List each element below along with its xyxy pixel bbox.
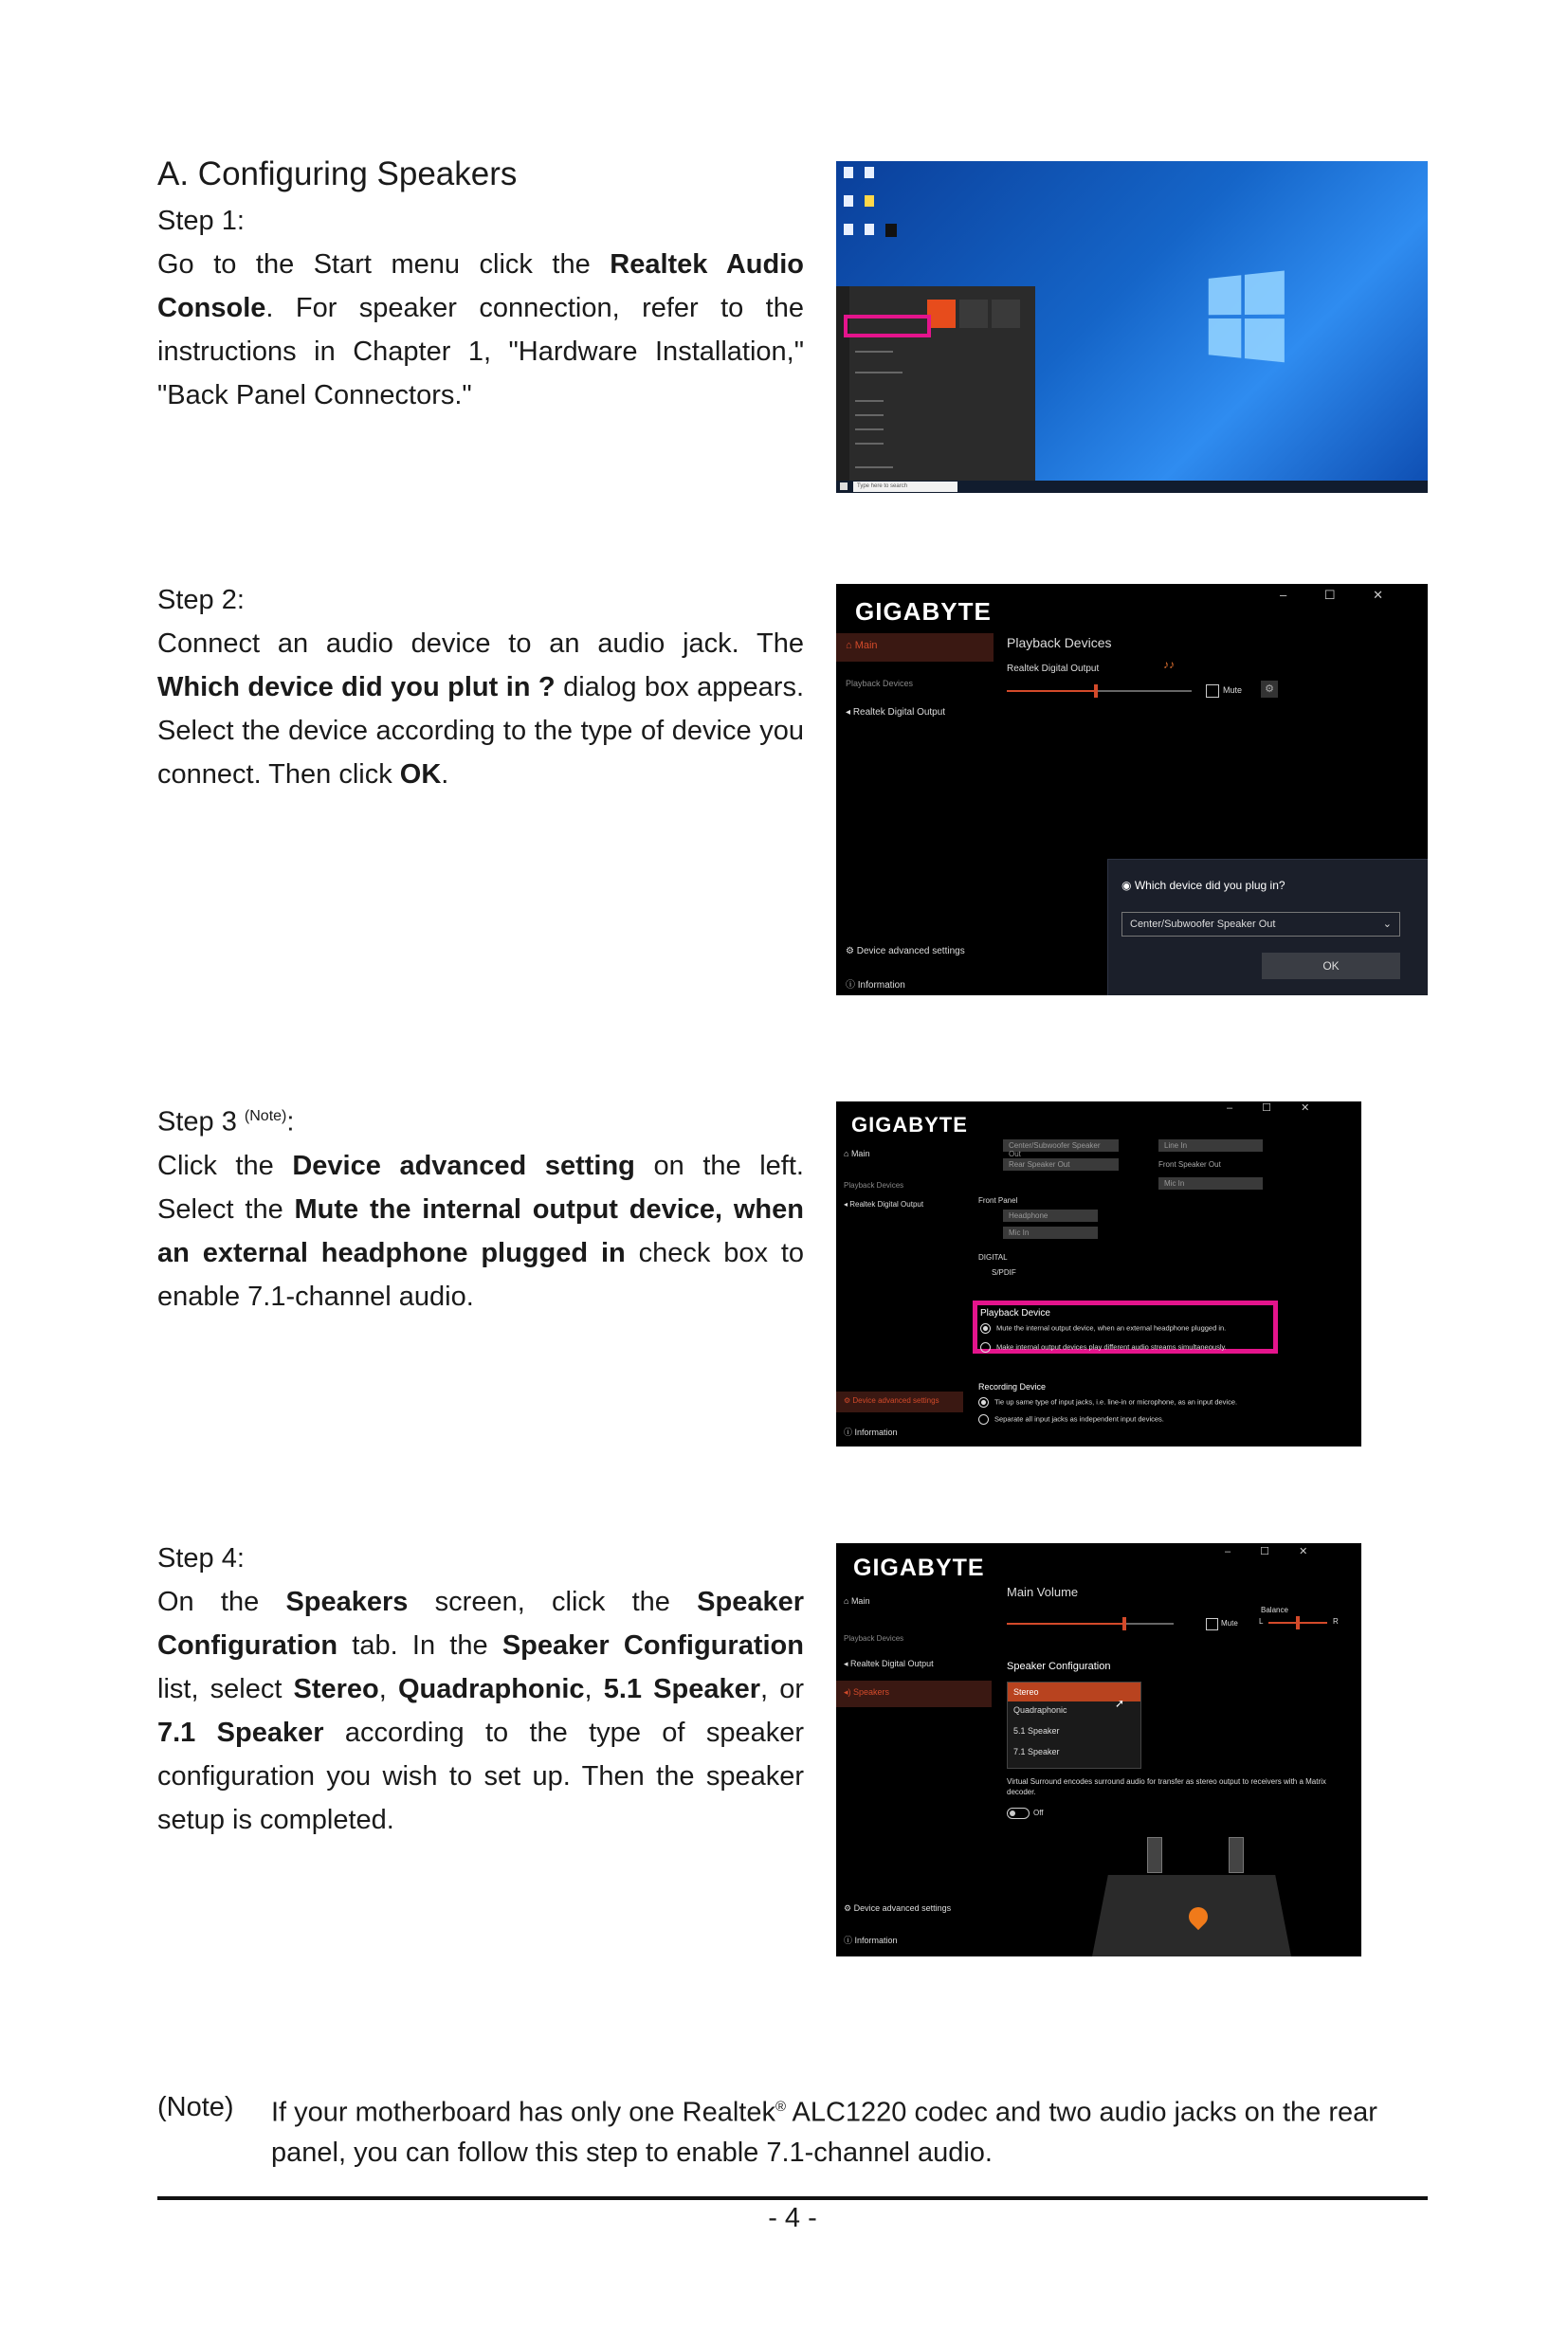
realtek-highlight-box: [844, 315, 931, 337]
speaker-config-list: [1007, 1682, 1141, 1769]
step4-p6: ,: [584, 1674, 604, 1704]
mute-checkbox[interactable]: [1206, 684, 1219, 698]
option-51-speaker[interactable]: 5.1 Speaker: [1013, 1726, 1060, 1736]
step3-b1: Device advanced setting: [292, 1150, 635, 1181]
device-select-value: Center/Subwoofer Speaker Out: [1130, 919, 1276, 930]
option-quadraphonic[interactable]: Quadraphonic: [1013, 1705, 1067, 1715]
gigabyte-logo: GIGABYTE: [853, 1555, 985, 1581]
footer-rule: [157, 2196, 1428, 2200]
step4-b1: Speakers: [285, 1587, 409, 1617]
gigabyte-logo: GIGABYTE: [855, 597, 992, 626]
nav-device-advanced[interactable]: ⚙ Device advanced settings: [844, 1396, 939, 1405]
cursor-icon: ➚: [1115, 1697, 1125, 1710]
toggle-off-label: Off: [1033, 1809, 1044, 1817]
step4-p5: ,: [378, 1674, 398, 1704]
radio-mute-internal[interactable]: Mute the internal output device, when an external headphone plugged in.: [980, 1323, 1226, 1334]
nav-realtek[interactable]: ◂ Realtek Digital Output: [844, 1659, 934, 1668]
office-tile[interactable]: [927, 300, 956, 328]
registered-mark: ®: [775, 2099, 787, 2115]
spdif-label: S/PDIF: [992, 1268, 1016, 1277]
nav-main[interactable]: ⌂ Main: [846, 640, 878, 651]
gigabyte-logo: GIGABYTE: [851, 1113, 968, 1137]
info-icon: ⓘ: [844, 1936, 855, 1945]
edge-tile[interactable]: [959, 300, 988, 328]
mute-label: Mute: [1221, 1619, 1238, 1628]
step3-colon: :: [286, 1106, 295, 1137]
step3-note: (Note): [244, 1108, 287, 1124]
radio-selected-icon: [978, 1397, 989, 1408]
store-tile[interactable]: [992, 300, 1020, 328]
desktop-icon[interactable]: [844, 195, 853, 207]
radio-selected-icon: [980, 1323, 991, 1334]
window-buttons[interactable]: – ☐ ✕: [1225, 1546, 1322, 1557]
option-71-speaker[interactable]: 7.1 Speaker: [1013, 1747, 1060, 1756]
step2-p3: .: [441, 759, 449, 790]
balance-right-label: R: [1333, 1617, 1339, 1626]
main-volume-label: Main Volume: [1007, 1585, 1079, 1599]
jack-icon: ♪♪: [1163, 658, 1175, 671]
panel-title: Playback Devices: [1007, 635, 1112, 650]
radio-icon: [978, 1414, 989, 1425]
window-buttons[interactable]: – ☐ ✕: [1227, 1102, 1323, 1114]
step4-b7: 7.1 Speaker: [157, 1718, 324, 1748]
ok-button[interactable]: OK: [1262, 953, 1400, 979]
home-icon: ⌂: [846, 640, 855, 651]
step3-b2: Mute the internal output device, when an external headphone plugged in: [157, 1193, 804, 1268]
note-text: If your motherboard has only one Realtek® ALC1220 codec and two audio jacks on the rear panel, you can follow this step to enable 7.1-channel audio.: [271, 2097, 1377, 2168]
select-headphone[interactable]: Headphone: [1003, 1210, 1098, 1222]
step4-b3: Speaker Configuration: [501, 1630, 804, 1661]
search-input[interactable]: Type here to search: [853, 482, 957, 492]
digital-label: DIGITAL: [978, 1253, 1008, 1262]
step4-text: [157, 1537, 804, 1842]
virtual-surround-text: Virtual Surround encodes surround audio for transfer as stereo output to receivers with a Matrix decoder.: [1007, 1777, 1326, 1796]
step3-p2: on the left. Select the: [157, 1150, 804, 1225]
step2-b1: Which device did you plut in ?: [157, 672, 556, 702]
left-speaker-icon[interactable]: [1147, 1837, 1162, 1873]
speaker-icon: ◂: [844, 1200, 850, 1209]
nav-playback-header: Playback Devices: [844, 1634, 904, 1643]
device-select[interactable]: [1121, 912, 1400, 937]
select-mic-in-front[interactable]: Mic In: [1003, 1227, 1098, 1239]
step4-b2: Speaker Configuration: [157, 1587, 804, 1661]
desktop-icon[interactable]: [865, 167, 874, 178]
nav-main[interactable]: ⌂ Main: [844, 1149, 870, 1158]
screenshot-windows-start-menu: [836, 161, 1428, 493]
step4-p3: tab. In the: [337, 1630, 502, 1661]
right-speaker-icon[interactable]: [1229, 1837, 1244, 1873]
nav-realtek[interactable]: ◂ Realtek Digital Output: [846, 707, 946, 718]
balance-left-label: L: [1259, 1617, 1264, 1626]
step2-label: Step 2:: [157, 585, 245, 615]
desktop-icon[interactable]: [865, 224, 874, 235]
recording-device-label: Recording Device: [978, 1382, 1047, 1392]
note-label: (Note): [157, 2092, 234, 2122]
speaker-icon: ◂): [844, 1687, 854, 1697]
desktop-icon[interactable]: [844, 167, 853, 178]
step1-text: [157, 199, 804, 417]
nav-speakers[interactable]: ◂) Speakers: [844, 1687, 890, 1697]
windows-logo-icon: [1209, 270, 1286, 364]
balance-label: Balance: [1261, 1606, 1288, 1614]
step3-text: [157, 1095, 804, 1319]
nav-playback-header: Playback Devices: [846, 679, 914, 688]
step2-text: [157, 578, 804, 796]
step4-p8: according to the type of speaker configuration you wish to set up. Then the speaker setup is completed.: [157, 1718, 804, 1835]
mute-checkbox[interactable]: [1206, 1618, 1218, 1630]
step4-b6: 5.1 Speaker: [603, 1674, 761, 1704]
info-icon: ⓘ: [844, 1428, 855, 1437]
page-number: - 4 -: [768, 2203, 817, 2233]
dialog-icon: ◉: [1121, 879, 1135, 892]
nav-main[interactable]: ⌂ Main: [844, 1596, 870, 1606]
chevron-down-icon: ⌄: [1382, 919, 1392, 930]
gear-icon: ⚙: [844, 1396, 853, 1405]
screenshot-speakers: [836, 1543, 1361, 1956]
step2-p2: dialog box appears. Select the device according to the type of device you connect. Then click: [157, 672, 804, 790]
nav-device-advanced[interactable]: ⚙ Device advanced settings: [844, 1903, 952, 1913]
step3-p1: Click the: [157, 1150, 293, 1181]
window-buttons[interactable]: – ☐ ✕: [1280, 588, 1401, 602]
front-panel-label: Front Panel: [978, 1196, 1018, 1205]
radio-separate[interactable]: Separate all input jacks as independent input devices.: [978, 1414, 1164, 1425]
radio-icon: [980, 1342, 991, 1353]
taskbar: [836, 481, 1428, 493]
step1-p1: Go to the Start menu click the: [157, 249, 611, 280]
mute-label: Mute: [1223, 685, 1243, 695]
desktop-icon[interactable]: [844, 224, 853, 235]
radio-different-streams[interactable]: Make internal output devices play different audio streams simultaneously.: [980, 1342, 1227, 1353]
step1-p2: . For speaker connection, refer to the instructions in Chapter 1, "Hardware Installation," "Back Panel Connectors.": [157, 293, 804, 410]
front-speaker-label: Front Speaker Out: [1158, 1160, 1221, 1169]
main-volume-slider[interactable]: [1007, 1623, 1174, 1625]
screenshot-playback-dialog: [836, 584, 1428, 995]
step4-label: Step 4:: [157, 1543, 245, 1574]
section-title: A. Configuring Speakers: [157, 155, 518, 192]
screenshot-device-advanced: [836, 1101, 1361, 1447]
gear-icon: ⚙: [844, 1903, 854, 1913]
select-center[interactable]: Center/Subwoofer Speaker Out: [1003, 1139, 1119, 1152]
start-menu: [836, 286, 1035, 481]
balance-slider[interactable]: [1268, 1622, 1327, 1624]
nav-playback-header: Playback Devices: [844, 1181, 904, 1190]
nav-realtek[interactable]: ◂ Realtek Digital Output: [844, 1200, 924, 1209]
select-line-in[interactable]: Line In: [1158, 1139, 1263, 1152]
playback-device-label: Playback Device: [980, 1308, 1050, 1319]
step2-p1: Connect an audio device to an audio jack. The: [157, 628, 804, 659]
step1-label: Step 1:: [157, 206, 245, 236]
desktop-icon[interactable]: [865, 195, 874, 207]
volume-slider[interactable]: [1007, 690, 1192, 692]
step3-p3: check box to enable 7.1-channel audio.: [157, 1237, 805, 1312]
device-name: Realtek Digital Output: [1007, 664, 1100, 674]
speaker-icon: ◂: [846, 707, 853, 718]
info-icon: ⓘ: [846, 980, 858, 991]
settings-icon[interactable]: ⚙: [1261, 681, 1278, 698]
virtual-surround-toggle[interactable]: [1007, 1808, 1030, 1819]
select-rear[interactable]: Rear Speaker Out: [1003, 1158, 1119, 1171]
start-icon[interactable]: [840, 482, 848, 490]
step4-p2: screen, click the: [408, 1587, 698, 1617]
step3-label: Step 3: [157, 1106, 237, 1137]
which-device-dialog: [1107, 859, 1428, 995]
home-icon: ⌂: [844, 1596, 851, 1606]
step4-b4: Stereo: [293, 1674, 379, 1704]
home-icon: ⌂: [844, 1149, 851, 1158]
step4-p1: On the: [157, 1587, 286, 1617]
option-stereo[interactable]: Stereo: [1008, 1683, 1140, 1701]
dialog-title: ◉ Which device did you plug in?: [1121, 879, 1285, 892]
step1-b1: Realtek Audio Console: [157, 249, 804, 323]
step2-b2: OK: [399, 759, 442, 790]
step4-b5: Quadraphonic: [397, 1674, 585, 1704]
desktop-icon[interactable]: [885, 224, 897, 237]
select-mic-in[interactable]: Mic In: [1158, 1177, 1263, 1190]
nav-information[interactable]: ⓘ Information: [846, 980, 905, 991]
radio-tie-up[interactable]: Tie up same type of input jacks, i.e. line-in or microphone, as an input device.: [978, 1397, 1237, 1408]
gear-icon: ⚙: [846, 946, 857, 956]
speaker-icon: ◂: [844, 1659, 851, 1668]
nav-information[interactable]: ⓘ Information: [844, 1428, 898, 1437]
step4-p4: list, select: [157, 1674, 294, 1704]
speaker-config-label: Speaker Configuration: [1007, 1661, 1111, 1672]
step4-p7: , or: [760, 1674, 804, 1704]
nav-information[interactable]: ⓘ Information: [844, 1936, 898, 1945]
nav-device-advanced[interactable]: ⚙ Device advanced settings: [846, 946, 965, 956]
